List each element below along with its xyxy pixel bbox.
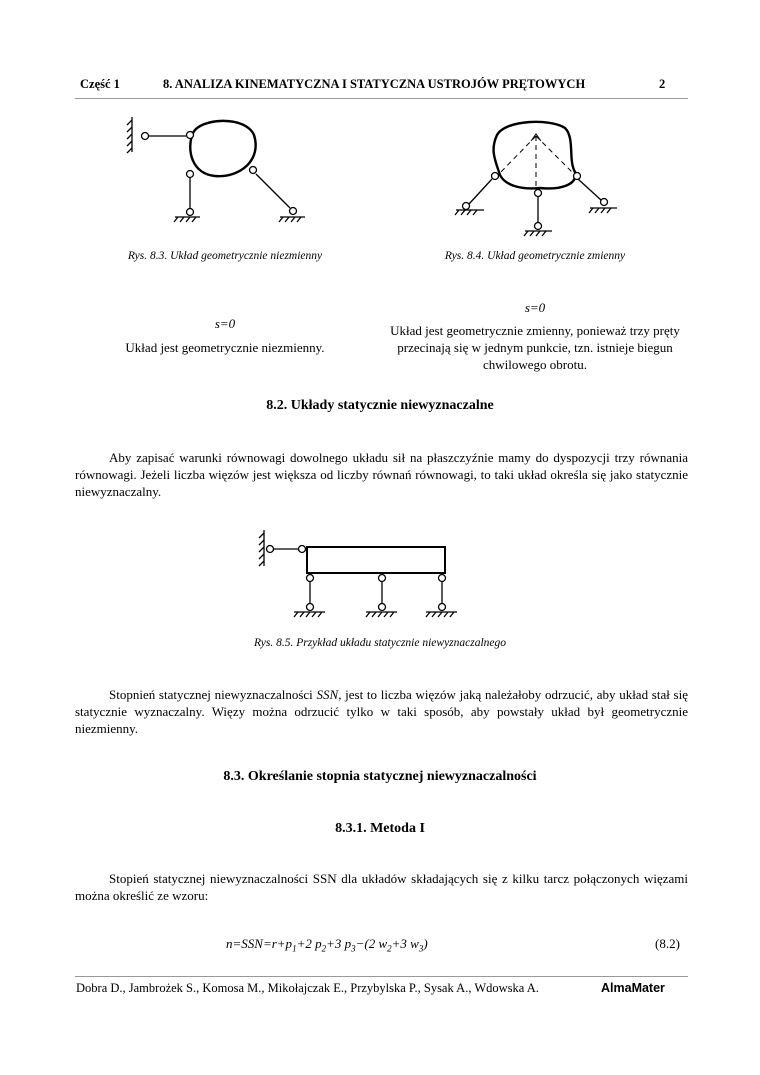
- formula-part: ): [423, 936, 428, 951]
- figure-8-5: [259, 530, 457, 617]
- section-heading-8-2: 8.2. Układy statycznie niewyznaczalne: [266, 398, 494, 413]
- term-ssn: SSN: [316, 687, 339, 702]
- formula-part: +3 w: [391, 936, 419, 951]
- formula-part: n=SSN=r+p: [226, 936, 293, 951]
- figure-8-4: [455, 122, 617, 236]
- formula-sub: 2: [321, 943, 327, 954]
- formula-sub: 3: [351, 943, 356, 954]
- figure-8-3: [127, 117, 305, 222]
- paragraph-text: Aby zapisać warunki równowagi dowolnego układu sił na płaszczyźnie mamy do dyspozycji trzy równania równowagi. Jeżeli liczba więzów jest większa od liczby równań równowagi, to taki układ określa się jako statycznie niewyznaczalny.: [75, 450, 688, 499]
- formula-sub: 2: [387, 943, 392, 954]
- description-right: Układ jest geometrycznie zmienny, ponieważ trzy pręty przecinają się w jednym punkcie, tzn. istnieje biegun chwilowego obrotu.: [390, 323, 680, 372]
- page-number: 2: [659, 77, 666, 91]
- paragraph-ssn: [75, 686, 688, 737]
- caption-fig-8-4: Rys. 8.4. Układ geometrycznie zmienny: [444, 250, 626, 262]
- text: Stopnień statycznej niewyznaczalności: [109, 687, 317, 702]
- formula-sub: 1: [292, 943, 297, 954]
- formula-part: +2 p: [296, 936, 322, 951]
- formula-part: −(2 w: [355, 936, 388, 951]
- footer-brand: AlmaMater: [601, 981, 665, 995]
- formula-8-2: [226, 936, 428, 954]
- caption-fig-8-3: Rys. 8.3. Układ geometrycznie niezmienny: [127, 250, 323, 262]
- text: , jest to liczba więzów jaką należałoby odrzucić, aby układ stał się statycznie wyznaczalny. Więzy można odrzucić tylko w taki sposób, aby powstały układ był geometrycznie niezmienny.: [75, 687, 688, 736]
- formula-sub: 3: [418, 943, 424, 954]
- description-left: Układ jest geometrycznie niezmienny.: [125, 340, 325, 355]
- section-heading-8-3: 8.3. Określanie stopnia statycznej niewyznaczalności: [223, 769, 537, 784]
- paragraph-text: Stopień statycznej niewyznaczalności SSN dla układów składających się z kilku tarcz połączonych więzami można określić ze wzoru:: [75, 871, 688, 903]
- footer-authors: Dobra D., Jambrożek S., Komosa M., Mikołajczak E., Przybylska P., Sysak A., Wdowska A.: [76, 981, 539, 995]
- formula-number: (8.2): [655, 936, 680, 951]
- s-value-left: s=0: [214, 316, 236, 331]
- paragraph-8-3-1: [75, 870, 688, 904]
- footer-rule: [75, 976, 688, 977]
- paragraph-8-2: [75, 449, 688, 500]
- section-heading-8-3-1: 8.3.1. Metoda I: [335, 821, 425, 836]
- caption-fig-8-5: Rys. 8.5. Przykład układu statycznie niewyznaczalnego: [253, 637, 507, 649]
- header-part: Część 1: [80, 77, 120, 91]
- s-value-right: s=0: [524, 300, 546, 315]
- formula-part: +3 p: [326, 936, 352, 951]
- header-title: 8. ANALIZA KINEMATYCZNA I STATYCZNA USTROJÓW PRĘTOWYCH: [163, 77, 586, 91]
